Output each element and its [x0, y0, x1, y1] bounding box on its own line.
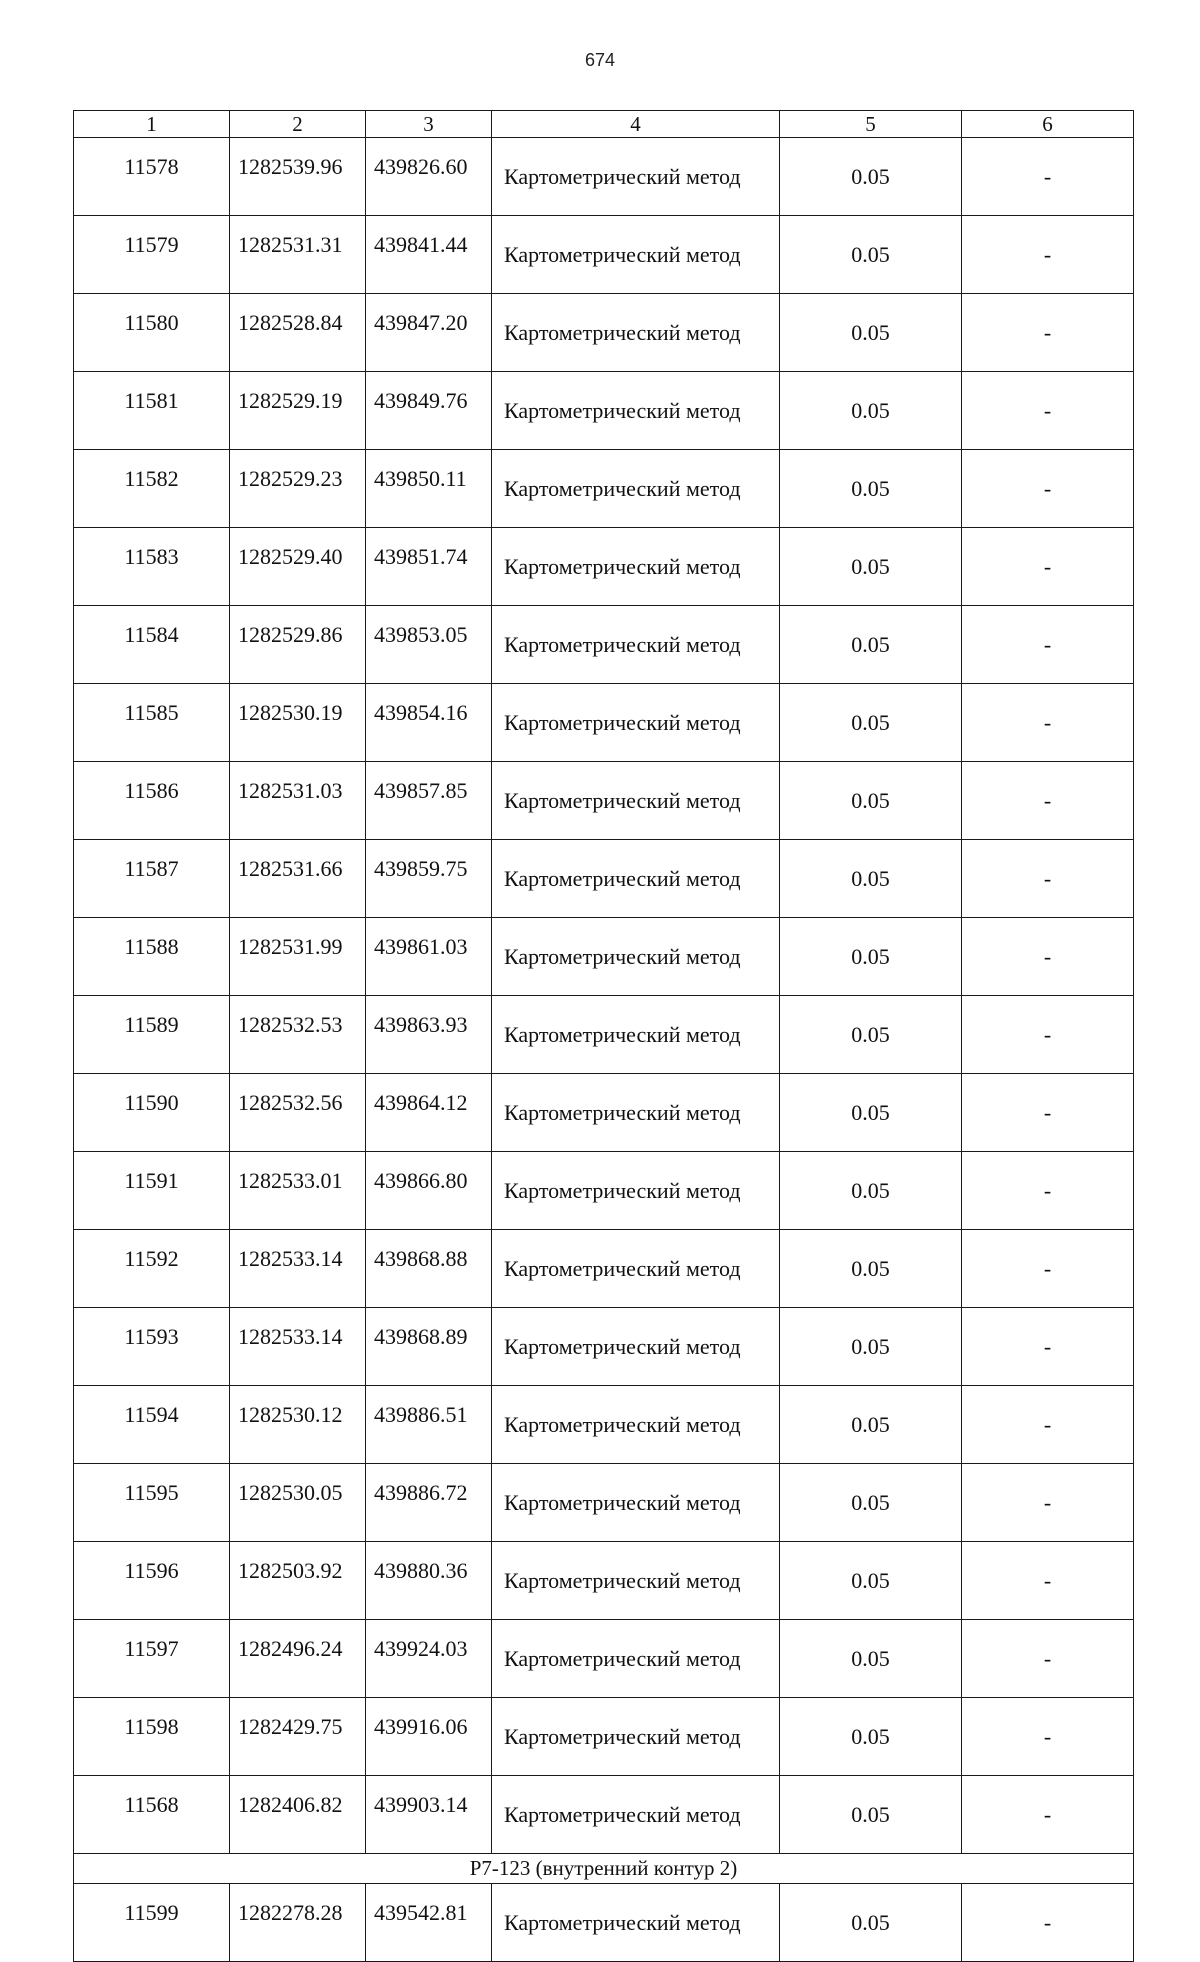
note-cell: -	[962, 1386, 1134, 1464]
table-row	[74, 762, 1134, 840]
y-coordinate-cell: 439542.81	[366, 1884, 492, 1962]
point-number-cell: 11585	[74, 684, 230, 762]
x-coordinate-cell: 1282531.31	[230, 216, 366, 294]
method-cell: Картометрический метод	[492, 1308, 780, 1386]
note-cell: -	[962, 918, 1134, 996]
table-header-row	[74, 111, 1134, 138]
table-row	[74, 1152, 1134, 1230]
method-cell: Картометрический метод	[492, 1776, 780, 1854]
method-cell: Картометрический метод	[492, 1152, 780, 1230]
y-coordinate-cell: 439886.51	[366, 1386, 492, 1464]
y-coordinate-cell: 439841.44	[366, 216, 492, 294]
x-coordinate-cell: 1282532.53	[230, 996, 366, 1074]
note-cell: -	[962, 684, 1134, 762]
table-row	[74, 684, 1134, 762]
y-coordinate-cell: 439850.11	[366, 450, 492, 528]
accuracy-cell: 0.05	[780, 1386, 962, 1464]
method-cell: Картометрический метод	[492, 138, 780, 216]
accuracy-cell: 0.05	[780, 1230, 962, 1308]
point-number-cell: 11595	[74, 1464, 230, 1542]
note-cell: -	[962, 138, 1134, 216]
note-cell: -	[962, 606, 1134, 684]
note-cell: -	[962, 372, 1134, 450]
x-coordinate-cell: 1282503.92	[230, 1542, 366, 1620]
x-coordinate-cell: 1282429.75	[230, 1698, 366, 1776]
section-title: Р7-123 (внутренний контур 2)	[74, 1854, 1134, 1884]
y-coordinate-cell: 439868.88	[366, 1230, 492, 1308]
x-coordinate-cell: 1282531.03	[230, 762, 366, 840]
point-number-cell: 11593	[74, 1308, 230, 1386]
note-cell: -	[962, 1230, 1134, 1308]
accuracy-cell: 0.05	[780, 450, 962, 528]
method-cell: Картометрический метод	[492, 762, 780, 840]
x-coordinate-cell: 1282533.01	[230, 1152, 366, 1230]
column-header-4: 4	[492, 111, 780, 138]
x-coordinate-cell: 1282529.23	[230, 450, 366, 528]
method-cell: Картометрический метод	[492, 840, 780, 918]
accuracy-cell: 0.05	[780, 606, 962, 684]
method-cell: Картометрический метод	[492, 606, 780, 684]
accuracy-cell: 0.05	[780, 1884, 962, 1962]
accuracy-cell: 0.05	[780, 1464, 962, 1542]
point-number-cell: 11587	[74, 840, 230, 918]
y-coordinate-cell: 439916.06	[366, 1698, 492, 1776]
method-cell: Картометрический метод	[492, 294, 780, 372]
x-coordinate-cell: 1282528.84	[230, 294, 366, 372]
point-number-cell: 11586	[74, 762, 230, 840]
y-coordinate-cell: 439861.03	[366, 918, 492, 996]
x-coordinate-cell: 1282529.19	[230, 372, 366, 450]
x-coordinate-cell: 1282533.14	[230, 1308, 366, 1386]
table-row	[74, 1620, 1134, 1698]
table-row	[74, 1230, 1134, 1308]
table-row	[74, 1308, 1134, 1386]
point-number-cell: 11568	[74, 1776, 230, 1854]
table-row	[74, 1386, 1134, 1464]
note-cell: -	[962, 450, 1134, 528]
x-coordinate-cell: 1282533.14	[230, 1230, 366, 1308]
x-coordinate-cell: 1282529.86	[230, 606, 366, 684]
x-coordinate-cell: 1282529.40	[230, 528, 366, 606]
point-number-cell: 11583	[74, 528, 230, 606]
point-number-cell: 11591	[74, 1152, 230, 1230]
note-cell: -	[962, 294, 1134, 372]
note-cell: -	[962, 1776, 1134, 1854]
table-row	[74, 294, 1134, 372]
accuracy-cell: 0.05	[780, 918, 962, 996]
method-cell: Картометрический метод	[492, 996, 780, 1074]
point-number-cell: 11597	[74, 1620, 230, 1698]
x-coordinate-cell: 1282278.28	[230, 1884, 366, 1962]
y-coordinate-cell: 439859.75	[366, 840, 492, 918]
point-number-cell: 11584	[74, 606, 230, 684]
accuracy-cell: 0.05	[780, 1776, 962, 1854]
note-cell: -	[962, 1620, 1134, 1698]
point-number-cell: 11580	[74, 294, 230, 372]
y-coordinate-cell: 439853.05	[366, 606, 492, 684]
y-coordinate-cell: 439903.14	[366, 1776, 492, 1854]
accuracy-cell: 0.05	[780, 1542, 962, 1620]
y-coordinate-cell: 439864.12	[366, 1074, 492, 1152]
method-cell: Картометрический метод	[492, 1884, 780, 1962]
x-coordinate-cell: 1282496.24	[230, 1620, 366, 1698]
x-coordinate-cell: 1282531.99	[230, 918, 366, 996]
x-coordinate-cell: 1282539.96	[230, 138, 366, 216]
note-cell: -	[962, 762, 1134, 840]
accuracy-cell: 0.05	[780, 528, 962, 606]
point-number-cell: 11579	[74, 216, 230, 294]
table-row	[74, 372, 1134, 450]
method-cell: Картометрический метод	[492, 1230, 780, 1308]
accuracy-cell: 0.05	[780, 216, 962, 294]
point-number-cell: 11599	[74, 1884, 230, 1962]
point-number-cell: 11578	[74, 138, 230, 216]
accuracy-cell: 0.05	[780, 996, 962, 1074]
column-header-2: 2	[230, 111, 366, 138]
x-coordinate-cell: 1282530.19	[230, 684, 366, 762]
y-coordinate-cell: 439849.76	[366, 372, 492, 450]
note-cell: -	[962, 1308, 1134, 1386]
accuracy-cell: 0.05	[780, 1620, 962, 1698]
column-header-3: 3	[366, 111, 492, 138]
accuracy-cell: 0.05	[780, 138, 962, 216]
method-cell: Картометрический метод	[492, 1620, 780, 1698]
table-row	[74, 840, 1134, 918]
method-cell: Картометрический метод	[492, 918, 780, 996]
page-number: 674	[584, 50, 616, 70]
accuracy-cell: 0.05	[780, 372, 962, 450]
y-coordinate-cell: 439863.93	[366, 996, 492, 1074]
method-cell: Картометрический метод	[492, 1698, 780, 1776]
y-coordinate-cell: 439880.36	[366, 1542, 492, 1620]
table-row	[74, 1542, 1134, 1620]
note-cell: -	[962, 216, 1134, 294]
table-row	[74, 996, 1134, 1074]
point-number-cell: 11598	[74, 1698, 230, 1776]
accuracy-cell: 0.05	[780, 1152, 962, 1230]
table-row	[74, 138, 1134, 216]
method-cell: Картометрический метод	[492, 684, 780, 762]
x-coordinate-cell: 1282531.66	[230, 840, 366, 918]
accuracy-cell: 0.05	[780, 1698, 962, 1776]
y-coordinate-cell: 439847.20	[366, 294, 492, 372]
table-row	[74, 1464, 1134, 1542]
table-row	[74, 1776, 1134, 1854]
y-coordinate-cell: 439868.89	[366, 1308, 492, 1386]
accuracy-cell: 0.05	[780, 294, 962, 372]
point-number-cell: 11596	[74, 1542, 230, 1620]
y-coordinate-cell: 439851.74	[366, 528, 492, 606]
column-header-1: 1	[74, 111, 230, 138]
accuracy-cell: 0.05	[780, 684, 962, 762]
point-number-cell: 11582	[74, 450, 230, 528]
section-header-row	[74, 1854, 1134, 1884]
table-row	[74, 1074, 1134, 1152]
point-number-cell: 11594	[74, 1386, 230, 1464]
y-coordinate-cell: 439857.85	[366, 762, 492, 840]
y-coordinate-cell: 439866.80	[366, 1152, 492, 1230]
accuracy-cell: 0.05	[780, 762, 962, 840]
point-number-cell: 11581	[74, 372, 230, 450]
column-header-6: 6	[962, 111, 1134, 138]
note-cell: -	[962, 840, 1134, 918]
table-row	[74, 1698, 1134, 1776]
note-cell: -	[962, 1074, 1134, 1152]
method-cell: Картометрический метод	[492, 372, 780, 450]
x-coordinate-cell: 1282530.05	[230, 1464, 366, 1542]
y-coordinate-cell: 439826.60	[366, 138, 492, 216]
table-row	[74, 1884, 1134, 1962]
note-cell: -	[962, 996, 1134, 1074]
method-cell: Картометрический метод	[492, 1542, 780, 1620]
table-row	[74, 450, 1134, 528]
note-cell: -	[962, 528, 1134, 606]
note-cell: -	[962, 1884, 1134, 1962]
point-number-cell: 11588	[74, 918, 230, 996]
y-coordinate-cell: 439886.72	[366, 1464, 492, 1542]
x-coordinate-cell: 1282532.56	[230, 1074, 366, 1152]
x-coordinate-cell: 1282530.12	[230, 1386, 366, 1464]
accuracy-cell: 0.05	[780, 1074, 962, 1152]
accuracy-cell: 0.05	[780, 1308, 962, 1386]
column-header-5: 5	[780, 111, 962, 138]
coordinates-table	[73, 110, 1134, 1962]
y-coordinate-cell: 439854.16	[366, 684, 492, 762]
x-coordinate-cell: 1282406.82	[230, 1776, 366, 1854]
method-cell: Картометрический метод	[492, 1074, 780, 1152]
table-row	[74, 216, 1134, 294]
method-cell: Картометрический метод	[492, 1386, 780, 1464]
method-cell: Картометрический метод	[492, 528, 780, 606]
table-row	[74, 528, 1134, 606]
table-row	[74, 606, 1134, 684]
accuracy-cell: 0.05	[780, 840, 962, 918]
y-coordinate-cell: 439924.03	[366, 1620, 492, 1698]
note-cell: -	[962, 1542, 1134, 1620]
point-number-cell: 11589	[74, 996, 230, 1074]
point-number-cell: 11590	[74, 1074, 230, 1152]
note-cell: -	[962, 1464, 1134, 1542]
table-row	[74, 918, 1134, 996]
point-number-cell: 11592	[74, 1230, 230, 1308]
note-cell: -	[962, 1152, 1134, 1230]
note-cell: -	[962, 1698, 1134, 1776]
method-cell: Картометрический метод	[492, 1464, 780, 1542]
method-cell: Картометрический метод	[492, 450, 780, 528]
method-cell: Картометрический метод	[492, 216, 780, 294]
